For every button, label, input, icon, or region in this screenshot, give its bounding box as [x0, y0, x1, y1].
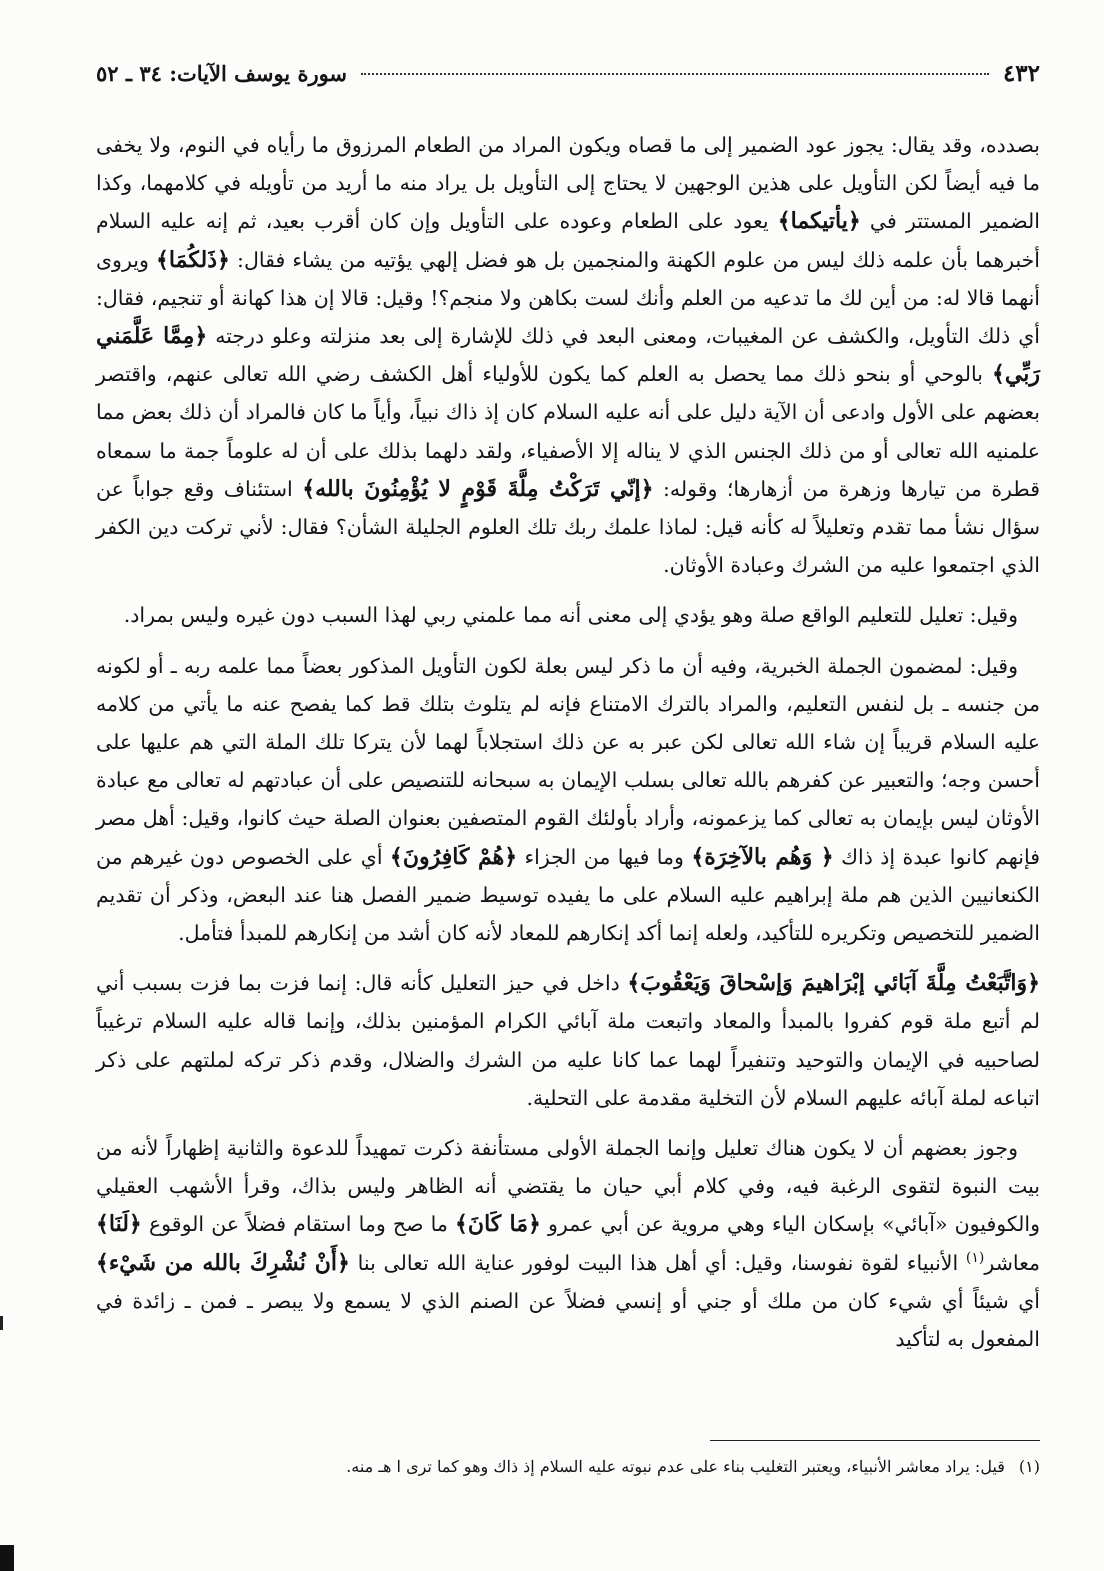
- text-run: الأنبياء لقوة نفوسنا، وقيل: أي أهل هذا البيت لوفور عناية الله تعالى بنا: [349, 1250, 966, 1275]
- footnote-marker: (١): [1018, 1457, 1040, 1476]
- paragraph: [96, 1129, 1040, 1358]
- text-run: بالوحي أو بنحو ذلك مما يحصل به العلم كما يكون للأولياء أهل الكشف رضي الله تعالى عنهم، واقتصر بعضهم على الأول وادعى أن الآية دليل على أنه عليه السلام كان إذ ذاك نبياً، وأياً ما كان فالمراد أن ذلك بعض مما علمنيه الله تعالى أو من ذلك الجنس الذي لا يناله إلا الأصفياء، ولقد دلهما بذلك على أن له علوماً جمة ما سمعاه قطرة من تيارها وزهرة من أزهارها؛ وقوله:: [96, 362, 1040, 501]
- text-run: داخل في حيز التعليل كأنه قال: إنما فزت بما فزت بسبب أني لم أتبع ملة قوم كفروا بالمبدأ والمعاد واتبعت ملة آبائي الكرام المؤمنين بذلك، وإنما قاله عليه السلام ترغيباً لصاحبيه في الإيمان والتوحيد وتنفيراً لهما عما كانا عليه من الشرك والضلال، وقدم ذكر تركه لملتهم على ذكر اتباعه لملة آبائه عليهم السلام لأن التخلية مقدمة على التحلية.: [96, 971, 1040, 1110]
- paragraph: [96, 964, 1040, 1117]
- book-page: [96, 60, 1040, 1560]
- footnote-separator: [710, 1440, 1040, 1441]
- quran-quote: ﴿ وَهُم بالآخِرَة﴾: [691, 843, 834, 870]
- text-run: وما فيها من الجزاء: [517, 844, 692, 869]
- quran-quote: ﴿يأتيكما﴾: [777, 208, 861, 235]
- paragraph: [96, 647, 1040, 953]
- text-run: ويروى أنهما قالا له: من أين لك ما تدعيه من العلم وأنك لست بكاهن ولا منجم؟! وقيل: قالا إن هذا كهانة أو تنجيم، فقال: أي ذلك التأويل، والكشف عن المغيبات، ومعنى البعد في ذلك للإشارة إلى بعد منزلته وعلو درجته: [96, 247, 1040, 349]
- running-title: سورة يوسف الآيات: ٣٤ ـ ٥٢: [96, 61, 348, 86]
- paragraph: [96, 596, 1040, 634]
- quran-quote: ﴿مِمَّا عَلَّمَني رَبِّي﴾: [96, 323, 1040, 388]
- quran-quote: ﴿أَنْ نُشْرِكَ بالله من شَيْء﴾: [96, 1249, 350, 1276]
- quran-quote: ﴿مَا كَانَ﴾: [455, 1211, 541, 1238]
- text-run: ما صح وما استقام فضلاً عن الوقوع: [141, 1212, 456, 1237]
- header-leader-dots: [361, 59, 989, 75]
- quran-quote: ﴿لَنَا﴾: [96, 1211, 142, 1238]
- quran-quote: ﴿إنّي تَرَكْتُ مِلَّةَ قَوْمٍ لا يُؤْمِنُونَ بالله﴾: [302, 475, 654, 502]
- text-run: وقيل: تعليل للتعليم الواقع صلة وهو يؤدي إلى معنى أنه مما علمني ربي لهذا السبب دون غيره وليس بمراد.: [123, 603, 1018, 628]
- text-run: وقيل: لمضمون الجملة الخبرية، وفيه أن ما ذكر ليس بعلة لكون التأويل المذكور بعضاً مما علمه ربه ـ أو لكونه من جنسه ـ بل لنفس التعليم، والمراد بالترك الامتناع فإنه لم يتلوث بتلك قط كما يفصح عنه ما يأتي من كلامه عليه السلام قريباً إن شاء الله تعالى لكن عبر به عن ذلك استجلاباً لهما لأن يتركا تلك الملة التي هم عليها على أحسن وجه؛ والتعبير عن كفرهم بالله تعالى بسلب الإيمان به سبحانه للتنصيص على أن عبادتهم له تعالى مع عبادة الأوثان ليس بإيمان به تعالى كما يزعمونه، وأراد بأولئك القوم المتصفين بعنوان الصلة حيث كانوا، وقيل: أهل مصر فإنهم كانوا عبدة إذ ذاك: [96, 653, 1041, 869]
- footnote-text: قيل: يراد معاشر الأنبياء، ويعتبر التغليب بناء على عدم نبوته عليه السلام إذ ذاك وهو كما ترى ا هـ منه.: [346, 1457, 1005, 1476]
- footnote-reference: (١): [965, 1249, 985, 1266]
- quran-quote: ﴿ذَلكُمَا﴾: [156, 246, 230, 273]
- page-number: ٤٣٢: [1002, 60, 1040, 87]
- text-run: وجوز بعضهم أن لا يكون هناك تعليل وإنما الجملة الأولى مستأنفة ذكرت تمهيداً للدعوة والثانية إظهاراً لأنه من بيت النبوة لتقوى الرغبة فيه، وفي كلام أبي حيان ما يقتضي أنه الظاهر وليس بذاك، وقرأ الأشهب العقيلي والكوفيون «آبائي» بإسكان الياء وهي مروية عن أبي عمرو: [96, 1136, 1041, 1237]
- text-run: استئناف وقع جواباً عن سؤال نشأ مما تقدم وتعليلاً له كأنه قيل: لماذا علمك ربك تلك العلوم الجليلة الشأن؟ فقال: لأني تركت دين الكفر الذي اجتمعوا عليه من الشرك وعبادة الأوثان.: [96, 476, 1040, 578]
- paragraph: [96, 126, 1040, 584]
- text-run: بصدده، وقد يقال: يجوز عود الضمير إلى ما قصاه ويكون المراد من الطعام المرزوق ما رأياه في النوم، ولا يخفى ما فيه أيضاً لكن التأويل على هذين الوجهين لا يحتاج إلى التأويل بل يراد منه ما أريد من تأويله في كلامهما، وكذا الضمير المستتر في: [96, 133, 1040, 234]
- scan-edge-mark: [0, 1316, 3, 1330]
- text-run: يعود على الطعام وعوده على التأويل وإن كان أقرب بعيد، ثم إنه عليه السلام أخبرهما بأن علمه ذلك ليس من علوم الكهنة والمنجمين بل هو فضل إلهي يؤتيه من يشاء فقال:: [96, 209, 1040, 272]
- running-header: [96, 60, 1040, 98]
- quran-quote: ﴿هُمْ كَافِرُونَ﴾: [389, 843, 518, 870]
- footnote: [96, 1454, 1040, 1480]
- text-run: معاشر: [984, 1250, 1040, 1275]
- main-text: [96, 126, 1040, 1358]
- scan-corner-mark: [0, 1545, 14, 1571]
- text-run: أي على الخصوص دون غيرهم من الكنعانيين الذين هم ملة إبراهيم عليه السلام على ما يفيده توسيط ضمير الفصل هنا عند البعض، وذكر أن تقديم الضمير للتخصيص وتكريره للتأكيد، ولعله إنما أكد إنكارهم للمعاد لأنه كان أشد من إنكارهم للمبدأ فتأمل.: [96, 844, 1040, 946]
- text-run: أي شيئاً أي شيء كان من ملك أو جني أو إنسي فضلاً عن الصنم الذي لا يسمع ولا يبصر ـ فمن ـ زائدة في المفعول به لتأكيد: [96, 1288, 1040, 1352]
- quran-quote: ﴿وَاتَّبَعْتُ مِلَّةَ آبَائي إبْرَاهيمَ وَإسْحاقَ وَيَعْقُوبَ﴾: [627, 970, 1040, 997]
